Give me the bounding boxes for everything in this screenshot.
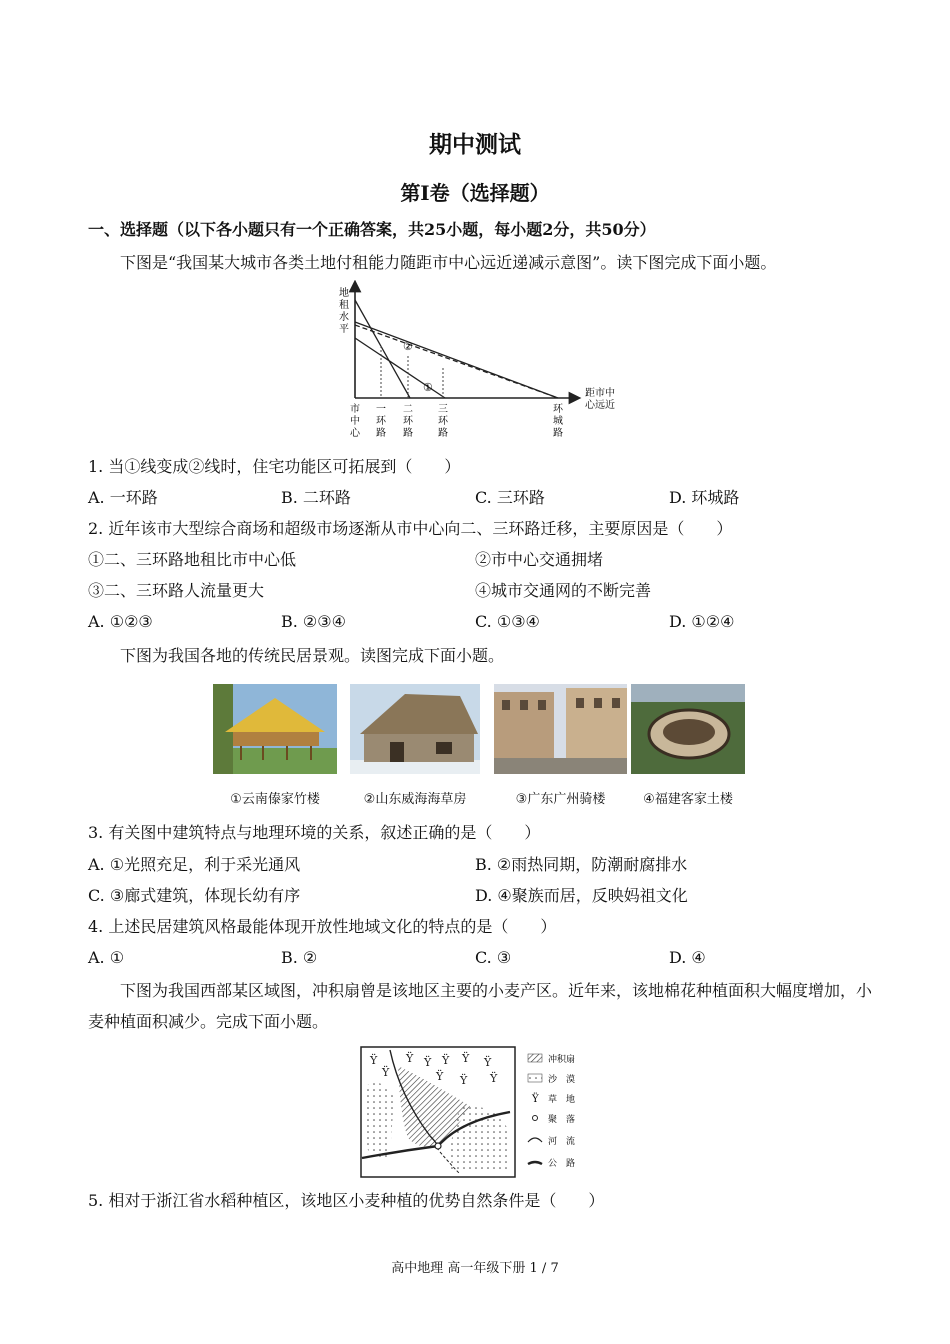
tick-ring2-3: 路 xyxy=(403,428,413,439)
q1-option-d: D. 环城路 xyxy=(669,488,740,507)
q4-option-d: D. ④ xyxy=(669,948,706,967)
svg-text:Ÿ: Ÿ xyxy=(490,1072,498,1085)
q2-option-a: A. ①②③ xyxy=(88,612,153,631)
region-map-figure xyxy=(360,1046,592,1178)
photo-caption-1: ①云南傣家竹楼 xyxy=(230,792,320,807)
tick-ring3-3: 路 xyxy=(438,428,448,439)
q1-option-c: C. 三环路 xyxy=(475,488,545,507)
svg-text:Ÿ: Ÿ xyxy=(484,1056,492,1069)
q2-statement-3: ③二、三环路人流量更大 xyxy=(88,581,265,600)
legend-grass: 草 地 xyxy=(548,1095,576,1105)
svg-text:Ÿ: Ÿ xyxy=(436,1070,444,1083)
q2-stem: 2. 近年该市大型综合商场和超级市场逐渐从市中心向二、三环路迁移，主要原因是（ ） xyxy=(88,519,733,538)
svg-text:Ÿ: Ÿ xyxy=(462,1052,470,1065)
q1-stem: 1. 当①线变成②线时，住宅功能区可拓展到（ ） xyxy=(88,457,461,476)
tick-ring3-2: 环 xyxy=(438,416,448,427)
rent-line-steep xyxy=(355,300,410,398)
q4-option-a: A. ① xyxy=(88,948,125,967)
rent-line-1 xyxy=(355,322,558,398)
tick-center-2: 中 xyxy=(350,416,360,427)
legend-road: 公 路 xyxy=(548,1159,576,1169)
page-footer: 高中地理 高一年级下册 1 / 7 xyxy=(391,1261,559,1276)
desert-left xyxy=(366,1083,394,1158)
q2-option-c: C. ①③④ xyxy=(475,612,540,631)
q3-option-a: A. ①光照充足，利于采光通风 xyxy=(88,855,301,874)
y-label-4: 平 xyxy=(339,324,349,335)
q4-option-b: B. ② xyxy=(281,948,318,967)
page-title: 期中测试 xyxy=(429,131,521,158)
tick-ringcity-2: 城 xyxy=(553,416,563,427)
legend-settlement: 聚 落 xyxy=(548,1115,576,1125)
tick-ring1-3: 路 xyxy=(376,428,386,439)
section-heading: 一、选择题（以下各小题只有一个正确答案，共25小题，每小题2分，共50分） xyxy=(88,220,656,239)
settlement xyxy=(435,1143,441,1149)
line-label-1: ① xyxy=(423,381,433,394)
q4-option-c: C. ③ xyxy=(475,948,512,967)
tick-ring3-1: 三 xyxy=(438,404,448,415)
svg-text:Ÿ: Ÿ xyxy=(382,1066,390,1079)
legend-river: 河 流 xyxy=(548,1137,576,1147)
line-label-2: ② xyxy=(403,340,413,353)
legend-desert: 沙 漠 xyxy=(548,1075,576,1085)
tick-ring2-2: 环 xyxy=(403,416,413,427)
x-label-2: 心远近 xyxy=(585,400,615,411)
svg-text:Ÿ: Ÿ xyxy=(460,1074,468,1087)
tick-ring1-2: 环 xyxy=(376,416,386,427)
svg-text:Ÿ: Ÿ xyxy=(424,1056,432,1069)
photo-caption-3: ③广东广州骑楼 xyxy=(515,792,606,807)
q2-statement-4: ④城市交通网的不断完善 xyxy=(475,581,652,600)
svg-text:Ÿ: Ÿ xyxy=(442,1054,450,1067)
intro-paragraph-1: 下图是“我国某大城市各类土地付租能力随距市中心远近递减示意图”。读下图完成下面小题。 xyxy=(120,253,777,272)
photo-arcade-building xyxy=(494,684,627,774)
section-title: 第I卷（选择题） xyxy=(400,181,550,205)
q2-option-b: B. ②③④ xyxy=(281,612,346,631)
x-label-1: 距市中 xyxy=(585,388,615,399)
q3-option-c: C. ③廊式建筑，体现长幼有序 xyxy=(88,886,301,905)
q4-stem: 4. 上述民居建筑风格最能体现开放性地域文化的特点的是（ ） xyxy=(88,917,557,936)
tick-center-1: 市 xyxy=(350,404,360,415)
map-legend xyxy=(528,1053,575,1169)
dwelling-photos xyxy=(213,684,745,774)
photo-seaweed-house xyxy=(350,684,480,774)
intro-paragraph-3: 下图为我国西部某区域图，冲积扇曾是该地区主要的小麦产区。近年来，该地棉花种植面积大幅度增加，小麦种植面积减少。完成下面小题。 xyxy=(88,981,873,1031)
tick-center-3: 心 xyxy=(350,428,360,439)
tick-ring1-1: 一 xyxy=(376,404,386,415)
tick-ringcity-3: 路 xyxy=(553,428,563,439)
q3-option-b: B. ②雨热同期，防潮耐腐排水 xyxy=(475,855,688,874)
svg-text:Ÿ: Ÿ xyxy=(370,1054,378,1067)
q3-option-d: D. ④聚族而居，反映妈祖文化 xyxy=(475,886,688,905)
y-label-1: 地 xyxy=(339,288,349,299)
q2-option-d: D. ①②④ xyxy=(669,612,735,631)
q1-option-b: B. 二环路 xyxy=(281,488,351,507)
q5-stem: 5. 相对于浙江省水稻种植区，该地区小麦种植的优势自然条件是（ ） xyxy=(88,1191,605,1210)
intro-paragraph-2: 下图为我国各地的传统民居景观。读图完成下面小题。 xyxy=(120,646,505,665)
svg-text:Ÿ: Ÿ xyxy=(406,1052,414,1065)
photo-hakka-tulou xyxy=(631,684,745,774)
photo-caption-2: ②山东威海海草房 xyxy=(363,792,467,807)
y-label-3: 水 xyxy=(339,312,349,323)
rent-chart-figure xyxy=(330,280,625,445)
q2-statement-1: ①二、三环路地租比市中心低 xyxy=(88,550,297,569)
tick-ring2-1: 二 xyxy=(403,404,413,415)
y-label-2: 租 xyxy=(339,300,349,311)
photo-caption-4: ④福建客家土楼 xyxy=(643,792,733,807)
tick-ringcity-1: 环 xyxy=(553,404,563,415)
photo-dai-bamboo-house xyxy=(213,684,337,774)
svg-text:Ÿ: Ÿ xyxy=(532,1094,539,1105)
q2-statement-2: ②市中心交通拥堵 xyxy=(475,550,604,569)
q3-stem: 3. 有关图中建筑特点与地理环境的关系，叙述正确的是（ ） xyxy=(88,823,541,842)
q1-option-a: A. 一环路 xyxy=(88,488,158,507)
legend-fan: 冲积扇 xyxy=(548,1055,576,1065)
